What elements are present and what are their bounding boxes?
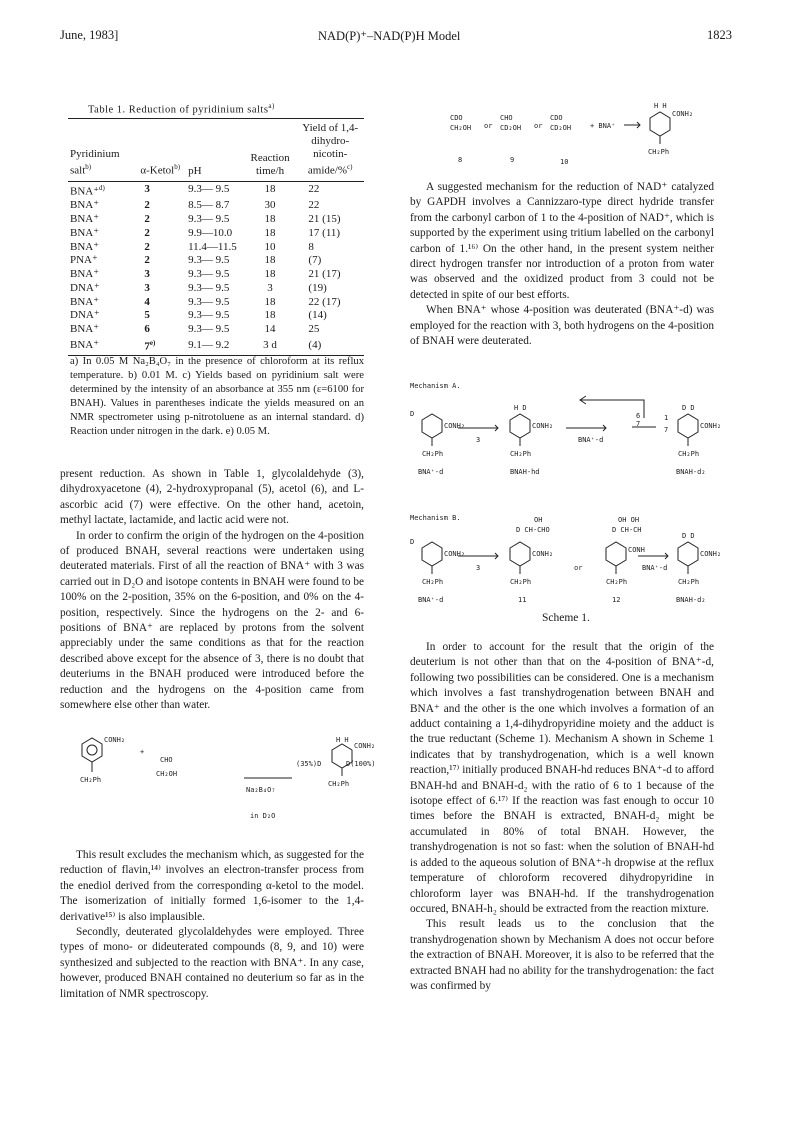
cell-time: 18: [264, 295, 276, 308]
cell-salt: DNA⁺: [70, 309, 100, 322]
cell-ketol: 7$^{e)}$: [144, 339, 156, 353]
cmpd10-line1: CDO: [550, 114, 563, 122]
or-1: or: [484, 122, 493, 130]
d2o-cho: CHO: [160, 756, 173, 764]
cell-salt: BNA⁺: [70, 240, 100, 253]
mechB-bna-d-reagent: BNA⁺-d: [642, 564, 668, 572]
cell-time: 18: [264, 212, 276, 225]
mechB-d: D: [410, 538, 415, 546]
mechB-conh2-2: CONH₂: [532, 550, 554, 558]
cell-time: 3: [267, 281, 273, 294]
cell-ketol: 2: [144, 240, 150, 253]
cell-yield: 22: [308, 183, 320, 196]
mechanism-b-label: Mechanism B.: [410, 514, 461, 522]
mechB-conh2-1: CONH₂: [444, 550, 466, 558]
cmpd9-line2: CD₂OH: [500, 124, 522, 132]
mechA-conh2-1: CONH₂: [444, 422, 466, 430]
left-text-1: present reduction. As shown in Table 1, glycolaldehyde (3), dihydroxyacetone (4), 2-hydroxypropanal (5), acetol (6), and L-ascorbic acid (7) were effective. On the other hand, acetoin, methyl lactate, lactamide, and lactic acid were not. In order to confirm the origin of the hydrogen on the 4-position of produced BNAH, several reactions were undertaken using deuterated materials. First of all the reaction of BNA⁺ with 3 was carried out in D₂O and isotope contents in BNAH were found to be 100% on the 2-position, 35% on the 6-position, and 0% on the 4-position, respectively. Since the hydrogens on the 2- and 6-positions of BNA⁺ are replaced by protons from the solvent appreciably under the same conditions as that for the reaction described above except for the absence of 3, there is no doubt that deuteriums in the BNAH produced were introduced before the reduction and the hydrogens on the 4-position came from somewhere else other than water.: [60, 468, 364, 712]
product-hh: H H: [654, 102, 667, 110]
mechB-bnah-d2: BNAH-d₂: [676, 596, 706, 604]
cell-salt: BNA⁺: [70, 323, 100, 336]
cell-ketol: 3: [144, 281, 150, 294]
table-row: [68, 296, 364, 310]
ratio-1: 1: [664, 414, 669, 422]
cell-time: 14: [264, 323, 276, 336]
table-row: [68, 241, 364, 255]
mechA-ch2ph-3: CH₂Ph: [678, 450, 700, 458]
cell-time: 18: [264, 309, 276, 322]
cell-yield: (14): [308, 309, 327, 322]
mechanism-a-label: Mechanism A.: [410, 382, 461, 390]
cmpd10-line2: CD₂OH: [550, 124, 572, 132]
table-row: [68, 268, 364, 282]
mechA-hd: H D: [514, 404, 527, 412]
d2o-ch2oh: CH₂OH: [156, 770, 178, 778]
cell-yield: 17 (11): [308, 226, 341, 239]
cell-ph: 9.9—10.0: [188, 226, 233, 239]
cell-yield: 22: [308, 199, 320, 212]
cell-yield: 21 (17): [308, 268, 341, 281]
table-footnotes: a) In 0.05 M Na₂B₄O₇ in the presence of chloroform at its reflux temperature. b) 0.01 M. c) Yields based on pyridinium salt were determined by the intensity of an absorbance at 355 nm (ε=6100 for BNAH). Values in parentheses indicate the yields measured on an NMR spectrometer using p-nitrotoluene as an internal standard. d) Reaction under nitrogen in the dark. e) 0.05 M.: [70, 356, 364, 437]
cell-time: 3 d: [263, 338, 277, 351]
d2o-conh2-1: CONH₂: [104, 736, 126, 744]
mechA-3: 3: [476, 436, 481, 444]
cell-time: 30: [264, 199, 276, 212]
d2o-hh: H H: [336, 736, 349, 744]
mechB-3: 3: [476, 564, 481, 572]
cell-ketol: 3: [144, 268, 150, 281]
left-text-2: This result excludes the mechanism which, as suggested for the reduction of flavin,¹⁴⁾ involves an electron-transfer process from the enediol derived from the corresponding α-ketol to the model. The isomerization of initially formed 1,6-isomer to the 1,4-derivative¹⁵⁾ is also implausible. Secondly, deuterated glycolaldehydes were employed. Three types of mono- or dideuterated compounds (8, 9, and 10) were synthesized and subjected to the reaction with BNA⁺. In any case, however, produced BNAH contained no deuterium so far as in the limitation of NMR spectroscopy.: [60, 849, 364, 1000]
cell-ketol: 2: [144, 254, 150, 267]
mechB-12: 12: [612, 596, 621, 604]
deuterated-glycolaldehydes-scheme: [428, 100, 728, 170]
cell-ketol: 3: [144, 183, 150, 196]
product-ch2ph: CH₂Ph: [648, 148, 670, 156]
table-row: [68, 199, 364, 213]
product-conh2: CONH₂: [672, 110, 694, 118]
mechB-dchch: D CH-CH: [612, 526, 642, 534]
mechB-ch2ph-2: CH₂Ph: [510, 578, 532, 586]
mechB-ch2ph-3: CH₂Ph: [606, 578, 628, 586]
table-row: [68, 282, 364, 296]
right-text-1: A suggested mechanism for the reduction of NAD⁺ catalyzed by GAPDH involves a Cannizzaro-type direct hydride transfer from the carbonyl carbon of 1 to the 4-position of NAD⁺, which is supported by the experiment using tritium labelled on the carbonyl carbon of 1.¹⁶⁾ On the other hand, in the present system neither direct hydrogen transfer nor introduction of a proton from water was observed and the oxidized product from 3 could not be detected in spite of our best efforts. When BNA⁺ whose 4-position was deuterated (BNA⁺-d) was employed for the reaction with 3, both hydrogens on the 4-position of BNAH were deuterated.: [410, 181, 714, 348]
d2o-solvent: in D₂O: [250, 812, 276, 820]
d2o-plus: +: [140, 748, 145, 756]
cell-salt: BNA⁺: [70, 338, 100, 351]
header-title: NAD(P)⁺–NAD(P)H Model: [318, 29, 461, 43]
cell-yield: (7): [308, 254, 322, 267]
mechA-bna-d-reagent: BNA⁺-d: [578, 436, 604, 444]
table-title: Table 1. Reduction of pyridinium salts$^{a)}$: [88, 102, 275, 116]
mechB-or: or: [574, 564, 583, 572]
mechB-conh: CONH: [628, 546, 645, 554]
cell-salt: BNA⁺: [70, 268, 100, 281]
cell-time: 18: [264, 183, 276, 196]
cell-time: 18: [264, 268, 276, 281]
cell-ph: 9.3— 9.5: [188, 295, 230, 308]
label-9: 9: [510, 156, 515, 164]
mechB-ch2ph-1: CH₂Ph: [422, 578, 444, 586]
cell-yield: (19): [308, 281, 327, 294]
cmpd9-line1: CHO: [500, 114, 513, 122]
mechB-dd: D D: [682, 532, 695, 540]
cell-time: 10: [264, 240, 276, 253]
cell-salt: BNA⁺$^{d)}$: [70, 183, 105, 198]
d2o-pct1: (35%)D: [296, 760, 322, 768]
d2o-pct2: D(100%): [346, 760, 376, 768]
cell-ph: 8.5— 8.7: [188, 199, 230, 212]
ratio-6: 6: [636, 412, 641, 420]
th-yield: Yield of 1,4-dihydro-nicotin-amide/%$^{c)}$: [302, 122, 359, 177]
mechA-ch2ph-2: CH₂Ph: [510, 450, 532, 458]
th-time: Reaction time/h: [250, 151, 290, 177]
mechB-bna-d: BNA⁺-d: [418, 596, 444, 604]
cell-ph: 9.3— 9.5: [188, 183, 230, 196]
mechB-dchcho: D CH-CHO: [516, 526, 550, 534]
table-row: [68, 213, 364, 227]
label-10: 10: [560, 158, 569, 166]
cell-salt: BNA⁺: [70, 199, 100, 212]
cell-salt: DNA⁺: [70, 281, 100, 294]
table-row: [68, 337, 364, 355]
cell-ketol: 5: [144, 309, 150, 322]
mechA-bnah-hd: BNAH-hd: [510, 468, 540, 476]
scheme-caption: Scheme 1.: [542, 612, 590, 624]
d2o-scheme: [60, 732, 376, 832]
table-1: [68, 118, 364, 356]
ratio-7: 7: [636, 420, 641, 428]
mechB-ohoh: OH OH: [618, 516, 640, 524]
d2o-ch2ph-1: CH₂Ph: [80, 776, 102, 784]
cell-time: 18: [264, 226, 276, 239]
table-row: [68, 323, 364, 337]
cell-salt: BNA⁺: [70, 295, 100, 308]
d2o-conh2-2: CONH₂: [354, 742, 376, 750]
cell-ph: 9.3— 9.5: [188, 281, 230, 294]
mechA-bna-d: BNA⁺-d: [418, 468, 444, 476]
mechA-conh2-3: CONH₂: [700, 422, 722, 430]
table-row: [68, 309, 364, 323]
mechB-ch2ph-4: CH₂Ph: [678, 578, 700, 586]
cmpd8-line1: CDO: [450, 114, 463, 122]
cell-yield: 8: [308, 240, 314, 253]
d2o-ch2ph-2: CH₂Ph: [328, 780, 350, 788]
table-row: [68, 254, 364, 268]
table-row: [68, 181, 364, 199]
cell-ph: 9.3— 9.5: [188, 268, 230, 281]
page-number: 1823: [707, 28, 732, 42]
mechB-conh2-3: CONH₂: [700, 550, 722, 558]
mechA-dd: D D: [682, 404, 695, 412]
cell-ketol: 2: [144, 212, 150, 225]
header-date: June, 1983]: [60, 28, 119, 42]
mechA-d: D: [410, 410, 415, 418]
table-row: [68, 227, 364, 241]
cell-salt: BNA⁺: [70, 212, 100, 225]
cell-yield: 21 (15): [308, 212, 341, 225]
th-ketol: α-Ketol$^{b)}$: [140, 163, 181, 177]
scheme-1: [410, 380, 720, 610]
cell-ketol: 2: [144, 226, 150, 239]
mechB-oh: OH: [534, 516, 543, 524]
right-text-2: In order to account for the result that the origin of the deuterium is not other than that on the 4-position of BNA⁺-d, following two possibilities can be considered. One is a mechanism which involves a fast transhydrogenation between BNAH and BNA⁺ and the other is the one which involves a formation of an adduct containing a 1,4-dihydropyridine moiety and the adduct is the true reductant (Scheme 1). Mechanism A shown in Scheme 1 indicates that by transhydrogenation, which is a well known reaction,¹⁷⁾ initially produced BNAH-hd reduces BNA⁺-d to afford BNAH-hd and BNAH-d₂ with the ratio of 6 to 1 because of the isotope effect of 6.¹⁷⁾ If the reaction was fast enough to occur 10 times before the BNAH is extracted, BNAH-d₂ might be accumulated in 80% of total BNAH. However, the transhydrogenation is not so fast: when the solution of BNAH-hd is added to the aqueous solution of BNA⁺-h dropwise at the reflux temperature of chloroform recovered dihydropyridine in chloroform layer was BNAH-hd. If the transhydrogenation occured, BNAH-h₂ should be extracted from the reaction mixture. This result leads us to the conclusion that the transhydrogenation shown by Mechanism A does not occur before the extraction of BNAH. Moreover, it is also to be referred that the extracted BNAH had no ability for the transhydrogenation: the fact was confirmed by: [410, 641, 714, 992]
d2o-reagent: Na₂B₄O₇: [246, 786, 276, 794]
cell-yield: 25: [308, 323, 320, 336]
cell-ph: 9.3— 9.5: [188, 254, 230, 267]
cell-yield: 22 (17): [308, 295, 341, 308]
cell-salt: BNA⁺: [70, 226, 100, 239]
th-ph: pH: [188, 164, 202, 177]
cell-ph: 9.3— 9.5: [188, 323, 230, 336]
cell-ketol: 2: [144, 199, 150, 212]
cell-ketol: 4: [144, 295, 150, 308]
cmpd8-line2: CH₂OH: [450, 124, 472, 132]
mechA-bnah-d2: BNAH-d₂: [676, 468, 706, 476]
ratio-7b: 7: [664, 426, 669, 434]
mechB-11: 11: [518, 596, 527, 604]
cell-yield: (4): [308, 338, 322, 351]
or-2: or: [534, 122, 543, 130]
cell-ph: 9.3— 9.5: [188, 309, 230, 322]
mechA-ch2ph-1: CH₂Ph: [422, 450, 444, 458]
mechA-conh2-2: CONH₂: [532, 422, 554, 430]
cell-ketol: 6: [144, 323, 150, 336]
cell-time: 18: [264, 254, 276, 267]
cell-ph: 11.4—11.5: [188, 240, 237, 253]
label-8: 8: [458, 156, 463, 164]
cell-salt: PNA⁺: [70, 254, 98, 267]
cell-ph: 9.1— 9.2: [188, 338, 230, 351]
plus-bna: + BNA⁺: [590, 122, 616, 130]
cell-ph: 9.3— 9.5: [188, 212, 230, 225]
th-salt: Pyridinium salt$^{b)}$: [70, 148, 120, 177]
